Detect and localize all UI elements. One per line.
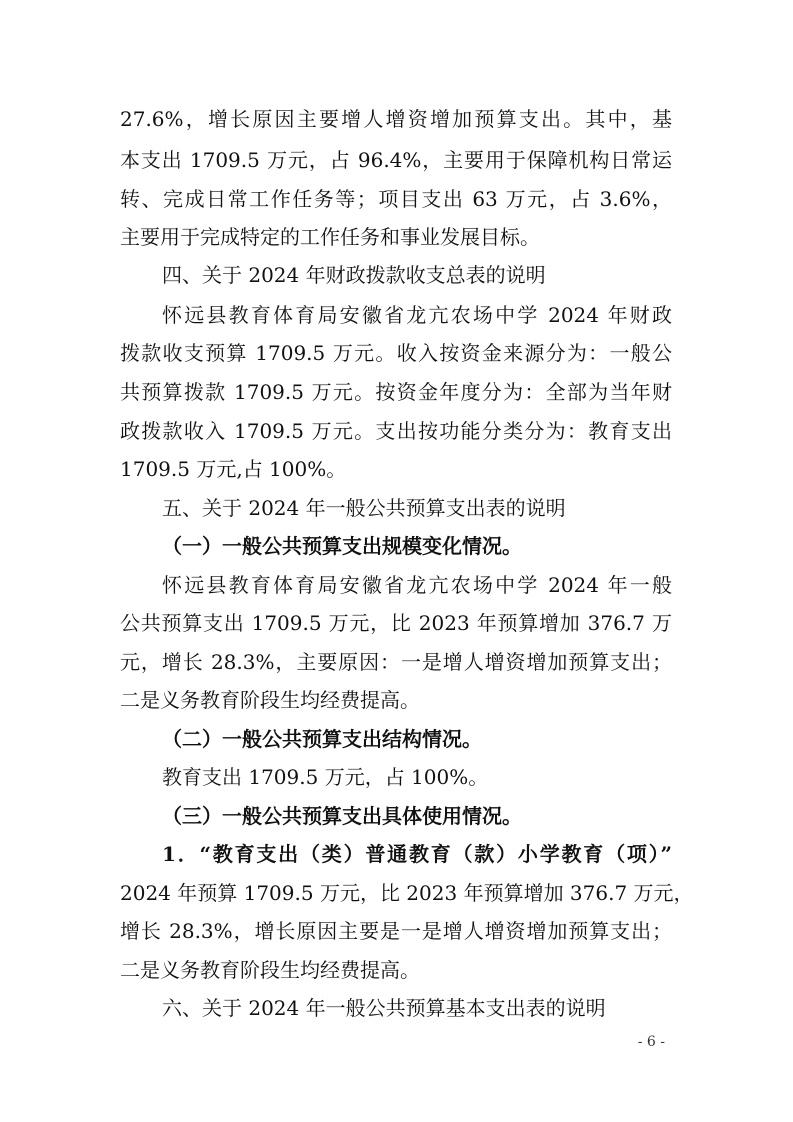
body-text-line: 公共预算支出 1709.5 万元，比 2023 年预算增加 376.7 万 — [120, 611, 672, 635]
section-heading: 五、关于 2024 年一般公共预算支出表的说明 — [162, 496, 566, 520]
item-heading: 1．“教育支出（类）普通教育（款）小学教育（项）” — [162, 842, 672, 866]
body-text-line: 拨款收支预算 1709.5 万元。收入按资金来源分为：一般公 — [120, 341, 672, 365]
subsection-heading: （三）一般公共预算支出具体使用情况。 — [162, 804, 522, 828]
subsection-heading: （一）一般公共预算支出规模变化情况。 — [162, 534, 522, 558]
body-text-line: 2024 年预算 1709.5 万元，比 2023 年预算增加 376.7 万元， — [120, 881, 694, 905]
body-text-line: 怀远县教育体育局安徽省龙亢农场中学 2024 年财政 — [162, 303, 672, 327]
body-text-line: 27.6%，增长原因主要增人增资增加预算支出。其中，基 — [120, 107, 672, 131]
body-text-line: 教育支出 1709.5 万元，占 100%。 — [162, 765, 489, 789]
body-text-line: 本支出 1709.5 万元，占 96.4%，主要用于保障机构日常运 — [120, 148, 672, 172]
section-heading: 六、关于 2024 年一般公共预算基本支出表的说明 — [162, 996, 606, 1020]
page-number: - 6 - — [637, 1034, 665, 1050]
body-text-line: 主要用于完成特定的工作任务和事业发展目标。 — [120, 225, 540, 249]
body-text-line: 1709.5 万元,占 100%。 — [120, 457, 347, 481]
body-text-line: 二是义务教育阶段生均经费提高。 — [120, 688, 420, 712]
body-text-line: 元，增长 28.3%，主要原因：一是增人增资增加预算支出； — [120, 650, 672, 674]
body-text-line: 转、完成日常工作任务等；项目支出 63 万元，占 3.6%， — [120, 187, 672, 211]
body-text-line: 政拨款收入 1709.5 万元。支出按功能分类分为：教育支出 — [120, 419, 672, 443]
subsection-heading: （二）一般公共预算支出结构情况。 — [162, 727, 482, 751]
body-text-line: 增长 28.3%，增长原因主要是一是增人增资增加预算支出； — [120, 919, 672, 943]
section-heading: 四、关于 2024 年财政拨款收支总表的说明 — [162, 263, 546, 287]
body-text-line: 共预算拨款 1709.5 万元。按资金年度分为：全部为当年财 — [120, 380, 672, 404]
body-text-line: 二是义务教育阶段生均经费提高。 — [120, 958, 420, 982]
body-text-line: 怀远县教育体育局安徽省龙亢农场中学 2024 年一般 — [162, 573, 672, 597]
